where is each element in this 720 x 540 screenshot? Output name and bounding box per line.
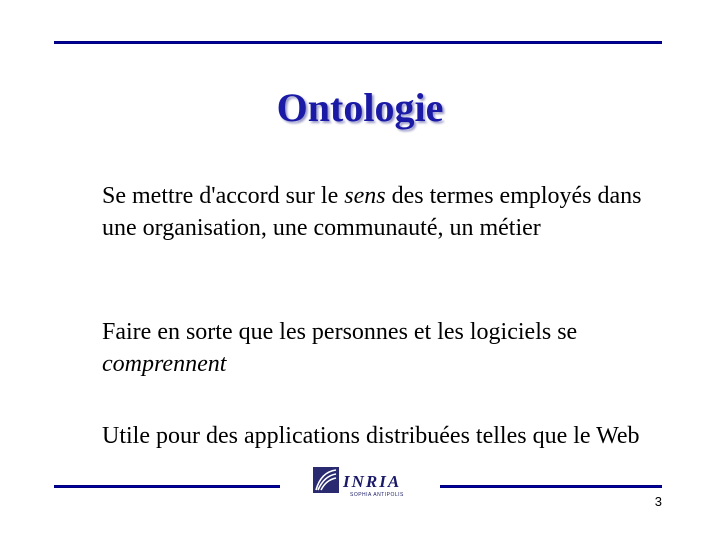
top-rule [54, 41, 662, 44]
paragraph-3 [102, 420, 662, 452]
inria-logo [312, 466, 422, 498]
bottom-rule-left [54, 485, 280, 488]
paragraph-1 [102, 180, 662, 244]
paragraph-1-emphasis: sens [344, 183, 386, 209]
paragraph-2-text-a: Faire en sorte que les personnes et les logiciels se [102, 319, 578, 345]
paragraph-1-text-a: Se mettre d'accord sur le [102, 183, 345, 209]
paragraph-2 [102, 316, 662, 380]
paragraph-2-emphasis: comprennent [102, 351, 227, 377]
paragraph-3-text-a: Utile pour des applications distribuées telles que le Web [102, 423, 640, 449]
paragraph-1-text-c: des termes employés dans une organisation, une communauté, un métier [102, 183, 642, 241]
slide-title: Ontologie [276, 85, 444, 130]
logo-subtext: SOPHIA ANTIPOLIS [350, 492, 404, 498]
bottom-rule-right [440, 485, 662, 488]
logo-wordmark: INRIA [343, 472, 402, 491]
page-number: 3 [654, 494, 662, 509]
